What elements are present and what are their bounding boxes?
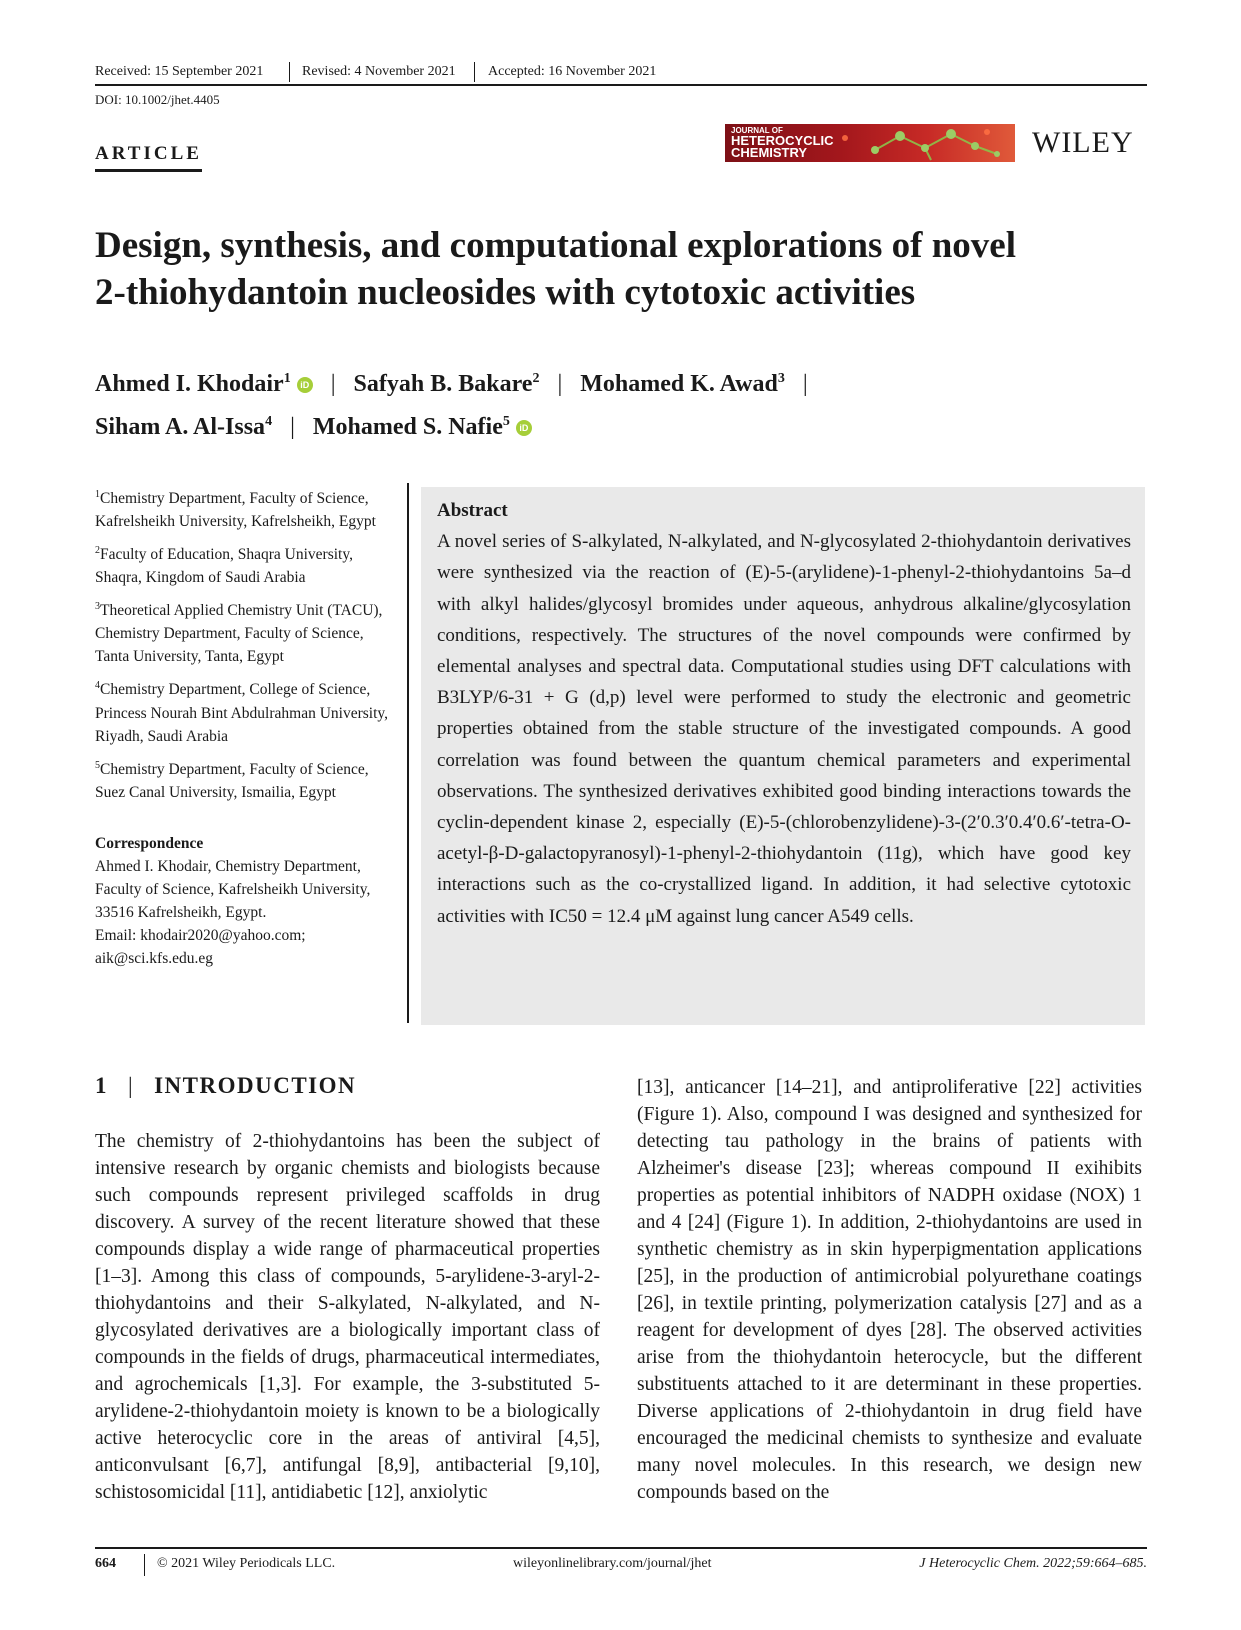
body-column-right: [13], anticancer [14–21], and antiproliferative [22] activities (Figure 1). Also, compound I was designed and synthesized for detecting tau pathology in the brains of patients with Alzheimer's disease [23]; whereas compound II exihibits properties as potential inhibitors of NADPH oxidase (NOX) 1 and 4 [24] (Figure 1). In addition, 2-thiohydantoins are used in synthetic chemistry as in skin hyperpigmentation applications [25], in the production of antimicrobial polyurethane coatings [26], in textile printing, polymerization catalysis [27] and as a reagent for development of dyes [28]. The observed activities arise from the thiohydantoin heterocycle, but the different substituents attached to it are determinant in these properties. Diverse applications of 2-thiohydantoin in drug field have encouraged the medicinal chemists to synthesize and evaluate many novel molecules. In this research, we design new compounds based on the [637, 1077, 1142, 1503]
correspondence-text: Ahmed I. Khodair, Chemistry Department, Faculty of Science, Kafrelsheikh University, 33516 Kafrelsheikh, Egypt. Email: khodair2020@yahoo.com; aik@sci.kfs.edu.eg [95, 857, 371, 967]
publisher-logo: WILEY [1032, 126, 1134, 159]
revised-date: Revised: 4 November 2021 [302, 64, 456, 79]
page-number: 664 [95, 1556, 116, 1571]
author[interactable]: Mohamed S. Nafie$^5$ iD [313, 414, 532, 440]
author-list: Ahmed I. Khodair$^1$ iD | Safyah B. Bakare$^2$ | Mohamed K. Awad$^3$ | Siham A. Al-Issa$^4$ | Mohamed S. Nafie$^5$ iD [95, 371, 808, 440]
abstract-text: A novel series of S-alkylated, N-alkylated, and N-glycosylated 2-thiohydantoin derivatives were synthesized via the reaction of (E)-5-(arylidene)-1-phenyl-2-thiohydantoins 5a–d with alkyl halides/glycosyl bromides under aqueous, anhydrous alkaline/glycosylation conditions, respectively. The structures of the novel compounds were confirmed by elemental analyses and spectral data. Computational studies using DFT calculations with B3LYP/6-31 + G (d,p) level were performed to study the electronic and geometric properties obtained from the stable structure of the investigated compounds. A good correlation was found between the quantum chemical parameters and experimental observations. The synthesized derivatives exhibited good binding interactions towards the cyclin-dependent kinase 2, especially (E)-5-(chlorobenzylidene)-3-(2′0.3′0.4′0.6′-tetra-O-acetyl-β-D-galactopyranosyl)-1-phenyl-2-thiohydantoin (11g), which have good key interactions such as the co-crystallized ligand. In addition, it had selective cytotoxic activities with IC50 = 12.4 μM against lung cancer A549 cells. [437, 531, 1131, 927]
article-type: ARTICLE [95, 143, 202, 164]
author[interactable]: Mohamed K. Awad$^3$ [580, 371, 785, 397]
divider [144, 1554, 145, 1576]
body-column-left: The chemistry of 2-thiohydantoins has been the subject of intensive research by organic chemists and biologists because such compounds represent privileged scaffolds in drug discovery. A survey of the recent literature showed that these compounds display a wide range of pharmaceutical properties [1–3]. Among this class of compounds, 5-arylidene-3-aryl-2-thiohydantoins and their S-alkylated, N-alkylated, and N-glycosylated derivatives are a biologically important class of compounds in the fields of drugs, pharmaceutical intermediates, and agrochemicals [1,3]. For example, the 3-substituted 5-arylidene-2-thiohydantoin moiety is known to be a biologically active heterocyclic core in the areas of antiviral [4,5], anticonvulsant [6,7], antifungal [8,9], antibacterial [9,10], schistosomicidal [11], antidiabetic [12], anxiolytic [95, 1131, 600, 1503]
article-type-underline [95, 169, 202, 172]
author[interactable]: Siham A. Al-Issa$^4$ [95, 414, 273, 440]
footer [95, 1556, 1147, 1578]
journal-name: JOURNAL OF HETEROCYCLIC CHEMISTRY [731, 126, 834, 160]
section-heading: 1 | INTRODUCTION [95, 1073, 357, 1098]
correspondence-heading: Correspondence [95, 834, 204, 852]
journal-logo [725, 124, 1015, 162]
copyright: © 2021 Wiley Periodicals LLC. [157, 1556, 336, 1571]
accepted-date: Accepted: 16 November 2021 [488, 64, 657, 79]
article-history [95, 62, 1147, 84]
correspondence-email[interactable]: Email: khodair2020@yahoo.com; aik@sci.kfs.edu.eg [95, 926, 306, 967]
received-date: Received: 15 September 2021 [95, 64, 264, 79]
affiliation: $^1$Chemistry Department, Faculty of Science, Kafrelsheikh University, Kafrelsheikh, Egypt [95, 489, 376, 531]
author[interactable]: Safyah B. Bakare$^2$ [353, 371, 540, 397]
affiliation: $^3$Theoretical Applied Chemistry Unit (TACU), Chemistry Department, Faculty of Science, Tanta University, Tanta, Egypt [95, 601, 383, 666]
doi[interactable]: DOI: 10.1002/jhet.4405 [95, 92, 220, 107]
abstract-box [421, 487, 1145, 1025]
header-rule [95, 84, 1147, 86]
affiliation: $^4$Chemistry Department, College of Science, Princess Nourah Bint Abdulrahman University, Riyadh, Saudi Arabia [95, 680, 389, 745]
orcid-icon[interactable]: iD [297, 377, 313, 393]
paper-title: Design, synthesis, and computational explorations of novel 2-thiohydantoin nucleosides with cytotoxic activities [95, 225, 1016, 313]
footer-rule [95, 1547, 1147, 1549]
divider [289, 62, 290, 82]
abstract-heading: Abstract [437, 500, 508, 521]
column-divider [407, 483, 409, 1023]
journal-url[interactable]: wileyonlinelibrary.com/journal/jhet [513, 1556, 712, 1571]
orcid-icon[interactable]: iD [516, 420, 532, 436]
author[interactable]: Ahmed I. Khodair$^1$ iD [95, 371, 313, 397]
affiliations [95, 483, 395, 970]
affiliation: $^2$Faculty of Education, Shaqra University, Shaqra, Kingdom of Saudi Arabia [95, 545, 353, 587]
citation: J Heterocyclic Chem. 2022;59:664–685. [919, 1556, 1147, 1571]
divider [474, 62, 475, 82]
affiliation: $^5$Chemistry Department, Faculty of Science, Suez Canal University, Ismailia, Egypt [95, 759, 369, 801]
